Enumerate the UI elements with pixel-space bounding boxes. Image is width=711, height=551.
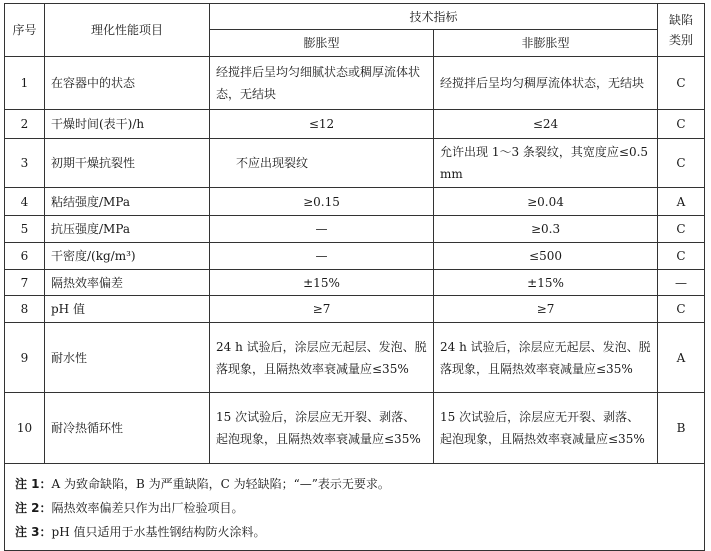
row-number: 1 — [5, 57, 45, 110]
row-expand: ±15% — [210, 270, 434, 296]
note-2-text: 隔热效率偏差只作为出厂检验项目。 — [51, 501, 244, 515]
row-defect: A — [658, 188, 705, 216]
row-item: 在容器中的状态 — [45, 57, 210, 110]
notes-row — [5, 464, 705, 551]
row-non-expand: ±15% — [434, 270, 658, 296]
table-row — [5, 216, 705, 243]
row-defect: B — [658, 393, 705, 464]
header-expand: 膨胀型 — [210, 30, 434, 57]
note-2 — [15, 496, 694, 520]
row-number: 8 — [5, 296, 45, 323]
header-seq: 序号 — [5, 4, 45, 57]
row-item: 隔热效率偏差 — [45, 270, 210, 296]
row-item: 耐冷热循环性 — [45, 393, 210, 464]
row-defect: C — [658, 139, 705, 188]
row-number: 4 — [5, 188, 45, 216]
notes-cell — [5, 464, 705, 551]
row-number: 6 — [5, 243, 45, 270]
row-defect: C — [658, 243, 705, 270]
table-row — [5, 296, 705, 323]
note-1-label: 注 1： — [15, 477, 52, 491]
header-defect-line2: 类别 — [669, 33, 694, 47]
table-row — [5, 139, 705, 188]
note-1 — [15, 472, 694, 496]
row-expand: ≥7 — [210, 296, 434, 323]
row-defect: A — [658, 323, 705, 393]
row-non-expand: ≤24 — [434, 110, 658, 139]
row-non-expand: 经搅拌后呈均匀稠厚流体状态，无结块 — [434, 57, 658, 110]
table-row — [5, 188, 705, 216]
header-defect — [658, 4, 705, 57]
row-item: 粘结强度/MPa — [45, 188, 210, 216]
row-non-expand: ≥7 — [434, 296, 658, 323]
table-row — [5, 57, 705, 110]
row-item: 抗压强度/MPa — [45, 216, 210, 243]
header-defect-line1: 缺陷 — [669, 13, 694, 27]
row-item: 干燥时间(表干)/h — [45, 110, 210, 139]
row-number: 10 — [5, 393, 45, 464]
note-2-label: 注 2： — [15, 501, 52, 515]
table-row — [5, 243, 705, 270]
row-non-expand: ≤500 — [434, 243, 658, 270]
header-item: 理化性能项目 — [45, 4, 210, 57]
row-item: 初期干燥抗裂性 — [45, 139, 210, 188]
row-number: 3 — [5, 139, 45, 188]
row-item: 干密度/(kg/m³) — [45, 243, 210, 270]
row-number: 7 — [5, 270, 45, 296]
row-number: 5 — [5, 216, 45, 243]
row-non-expand: 允许出现 1～3 条裂纹，其宽度应≤0.5 mm — [434, 139, 658, 188]
row-number: 2 — [5, 110, 45, 139]
row-expand: — — [210, 216, 434, 243]
header-non-expand: 非膨胀型 — [434, 30, 658, 57]
row-non-expand: ≥0.3 — [434, 216, 658, 243]
row-defect: C — [658, 296, 705, 323]
spec-table — [4, 3, 705, 551]
row-non-expand: ≥0.04 — [434, 188, 658, 216]
row-expand: — — [210, 243, 434, 270]
row-item: pH 值 — [45, 296, 210, 323]
note-3 — [15, 520, 694, 544]
note-3-label: 注 3： — [15, 525, 52, 539]
row-non-expand: 15 次试验后，涂层应无开裂、剥落、起泡现象，且隔热效率衰减量应≤35% — [434, 393, 658, 464]
table-row — [5, 270, 705, 296]
row-expand: 15 次试验后，涂层应无开裂、剥落、起泡现象，且隔热效率衰减量应≤35% — [210, 393, 434, 464]
spec-table-sheet — [4, 3, 704, 551]
row-number: 9 — [5, 323, 45, 393]
header-tech: 技术指标 — [210, 4, 658, 30]
note-1-text: A 为致命缺陷，B 为严重缺陷，C 为轻缺陷；“—”表示无要求。 — [51, 477, 390, 491]
row-expand: 不应出现裂纹 — [210, 139, 434, 188]
header-row-1 — [5, 4, 705, 30]
row-defect: — — [658, 270, 705, 296]
table-row — [5, 393, 705, 464]
table-row — [5, 323, 705, 393]
row-defect: C — [658, 57, 705, 110]
row-expand: 24 h 试验后，涂层应无起层、发泡、脱落现象，且隔热效率衰减量应≤35% — [210, 323, 434, 393]
row-item: 耐水性 — [45, 323, 210, 393]
table-row — [5, 110, 705, 139]
row-non-expand: 24 h 试验后，涂层应无起层、发泡、脱落现象，且隔热效率衰减量应≤35% — [434, 323, 658, 393]
row-defect: C — [658, 110, 705, 139]
row-expand: ≥0.15 — [210, 188, 434, 216]
note-3-text: pH 值只适用于水基性钢结构防火涂料。 — [51, 525, 266, 539]
row-expand: ≤12 — [210, 110, 434, 139]
row-expand: 经搅拌后呈均匀细腻状态或稠厚流体状态，无结块 — [210, 57, 434, 110]
row-defect: C — [658, 216, 705, 243]
